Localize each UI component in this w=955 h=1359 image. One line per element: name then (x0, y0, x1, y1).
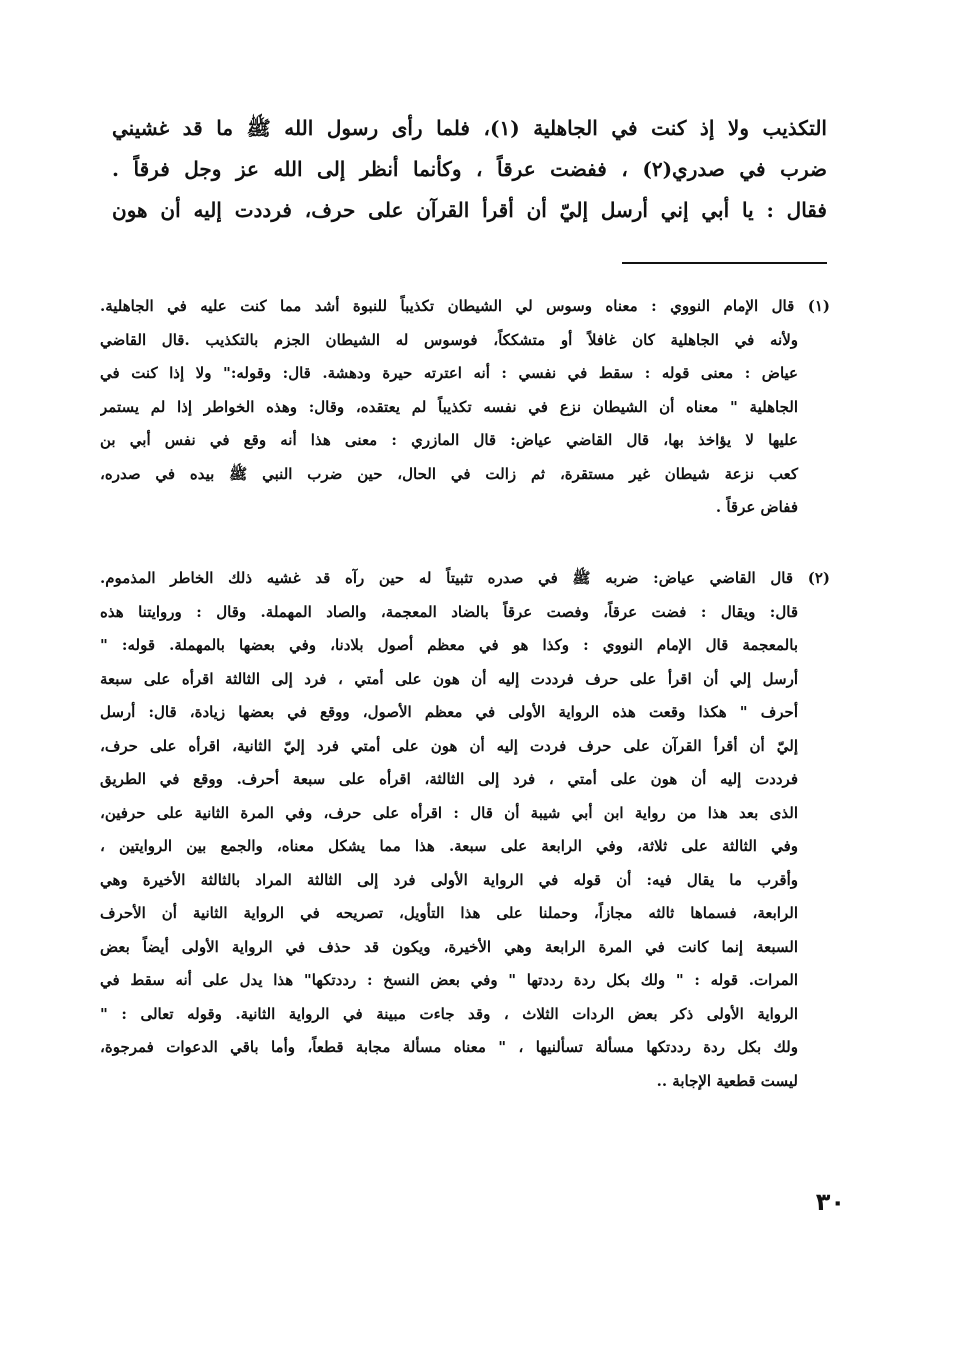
footnote-line: الجاهلية " معناه أن الشيطان نزع في نفسه تكذيباً لم يعتقده، وقال: وهذه الخواطر إذا لم يستمر (100, 397, 798, 416)
main-text-line: فقال : يا أبي إني أرسل إليّ أن أقرأ القرآن على حرف، فرددت إليه أن هون (112, 198, 827, 222)
footnote-2 (100, 562, 830, 1098)
footnote-line: بالمعجمة قال الإمام النووي : وكذا هو في معظم أصول بلادنا، وفي بعضها بالمهملة. قوله: " (100, 636, 798, 654)
footnote-line: المرات. قوله : " ولك بكل ردة رددتها " وفي بعض النسخ : رددتكها" هذا يدل على أنه سقط في (100, 971, 798, 989)
footnote-line: كعب نزعة شيطان غير مستقرة، ثم زالت في الحال، حين ضرب النبي ﷺ بيده في صدره، (100, 464, 798, 483)
footnote-line: فرددت إليه أن هون على أمتي ، فرد إلى الثالثة، اقرأه على سبعة أحرف. ووقع في الطريق (100, 770, 798, 788)
main-text-line: التكذيب ولا إذ كنت في الجاهلية (١)، فلما رأى رسول الله ﷺ ما قد غشيني (112, 116, 827, 140)
footnote-line: ولأنه في الجاهلية كان غافلاً أو متشككاً، فوسوس له الشيطان الجزم بالتكذيب .قال القاضي (100, 330, 798, 349)
footnote-1 (100, 290, 830, 525)
footnote-line: أحرف " هكذا وقعت هذه الرواية الأولى في معظم الأصول، ووقع في بعضها زيادة، قال: أرسل (100, 703, 798, 721)
footnote-line: إليّ أن أقرأ القرآن على حرف فردت إليه أن هون على أمتي فرد إليّ الثانية، اقرأه على حرف، (100, 736, 798, 755)
footnote-line: ففاض عرقاً . (715, 498, 798, 516)
footnote-line: عليها لا يؤاخذ بها، قال القاضي عياض: قال المازري : معنى هذا أنه وقع في نفس أبي بن (100, 431, 798, 449)
footnote-line: وفي الثالثة على ثلاثة، وفي الرابعة على سبعة. هذا مما يشكل معناه، والجمع بين الروايتين ، (100, 837, 798, 855)
footnote-line: عياض : معنى قوله : سقط في نفسي : أنه اعترته حيرة ودهشة. قال: وقوله:" ولا إذا كنت في (100, 364, 798, 382)
footnote-line: الرابعة، فسماها ثالثه مجازاً، وحملنا على هذا التأويل، تصريحه في الرواية الثانية أن الأحرف (100, 904, 798, 922)
footnote-line: السبعة إنما كانت في المرة الرابعة وهي الأخيرة، ويكون قد حذف في الرواية الأولى أيضاً بعض (100, 937, 798, 956)
footnote-line: الذى بعد هذا من رواية ابن أبي شيبة أن قال : اقرأه على حرف، وفي المرة الثانية على حرفين، (100, 803, 798, 822)
footnote-line: وأقرب ما يقال فيه: أن قوله في الرواية الأولى فرد إلى الثالثة المراد بالثالثة الأخيرة وهي (100, 870, 798, 889)
page-number: ٣٠ (815, 1188, 845, 1216)
footnote-line: (١) قال الإمام النووي : معناه وسوس لي الشيطان تكذيباً للنبوة أشد مما كنت عليه في الجاهلية. (100, 297, 830, 315)
footnote-line: ولك بكل ردة رددتكها مسألة تسألنيها ، " معناه مسألة مجابة قطعاً، وأما باقي الدعوات فمرجوة، (100, 1038, 798, 1056)
main-text-line: ضرب في صدري(٢) ، ففضت عرقاً ، وكأنما أنظر إلى الله عز وجل فرقاً . (112, 157, 827, 181)
footnote-line: ليست قطعية الإجابة .. (656, 1071, 798, 1090)
main-text-block (112, 108, 827, 231)
footnote-line: قال: ويقال : فضت عرقاً، وفصت عرقاً بالضاد المعجمة، والصاد المهملة. وقال : وروايتنا هذه (100, 602, 798, 621)
footnote-line: أرسل إلي أن اقرأ على حرف فرددت إليه أن هون على أمتي ، فرد إلى الثالثة اقرأه على سبعة (100, 669, 798, 688)
footnote-separator-line (622, 262, 827, 264)
footnote-line: (٢) قال القاضي عياض: ضربه ﷺ في صدره تثبيتاً له حين رآه قد غشيه ذلك الخاطر المذموم. (100, 569, 830, 587)
footnote-line: الرواية الأولى ذكر بعض الردات الثلاث ، وقد جاءت مبينة في الرواية الثانية. وقوله تعالى : " (100, 1004, 798, 1023)
